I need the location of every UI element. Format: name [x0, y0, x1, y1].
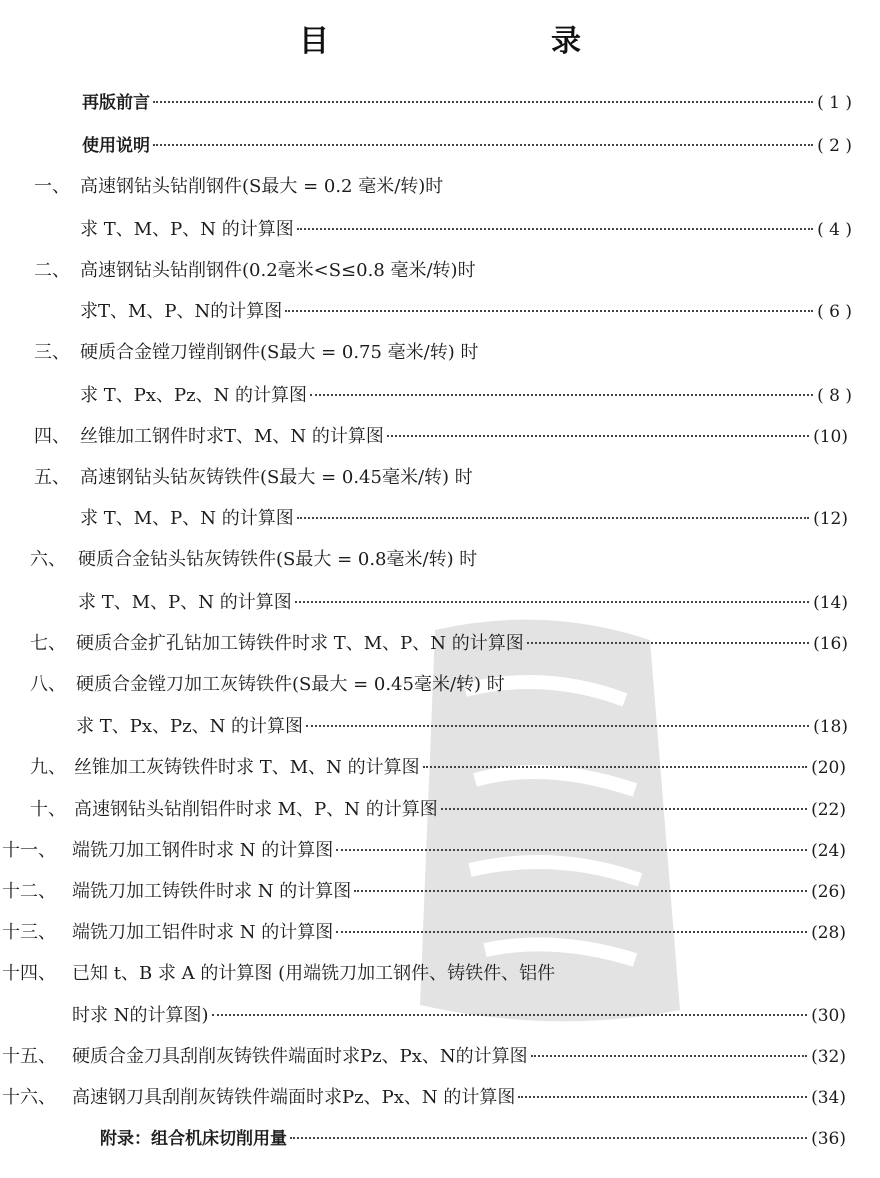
toc-entry[interactable] [30, 795, 846, 825]
dot-leader [297, 228, 813, 230]
toc-entry[interactable] [80, 381, 852, 411]
dot-leader [297, 517, 809, 519]
toc-entry-title: 硬质合金扩孔钻加工铸铁件时求 T、M、P、N 的计算图 [76, 633, 524, 654]
toc-entry-title: 硬质合金镗刀加工灰铸铁件(S最大 = 0.45毫米/转) 时 [76, 674, 505, 695]
toc-entry-title: 求T、M、P、N的计算图 [80, 301, 283, 322]
dot-leader [527, 642, 809, 644]
toc-entry[interactable] [2, 918, 846, 948]
toc-entry-title: 高速钢钻头钻削铝件时求 M、P、N 的计算图 [74, 799, 438, 820]
toc-entry-title: 求 T、M、P、N 的计算图 [78, 592, 292, 613]
toc-entry[interactable] [72, 1001, 846, 1031]
toc-entry-title: 时求 N的计算图) [72, 1005, 209, 1026]
toc-entry-page-number: (12) [813, 509, 848, 529]
toc-entry-page-number: ( 1 ) [817, 93, 852, 113]
dot-leader [290, 1137, 807, 1139]
toc-entry-number: 十二、 [2, 881, 56, 902]
dot-leader [531, 1055, 807, 1057]
toc-entry[interactable] [34, 338, 479, 368]
toc-entry-page-number: (16) [813, 634, 848, 654]
toc-entry[interactable] [2, 1042, 846, 1072]
toc-entry-title: 硬质合金镗刀镗削钢件(S最大 = 0.75 毫米/转) 时 [80, 342, 479, 363]
toc-entry-number: 二、 [34, 260, 70, 281]
toc-entry-title: 附录：组合机床切削用量 [100, 1129, 287, 1149]
dot-leader [441, 808, 807, 810]
toc-entry-number: 十五、 [2, 1046, 56, 1067]
toc-entry[interactable] [2, 836, 846, 866]
toc-entry-page-number: ( 4 ) [817, 220, 852, 240]
dot-leader [354, 890, 807, 892]
toc-entry[interactable] [100, 1124, 846, 1154]
dot-leader [212, 1014, 808, 1016]
toc-entry[interactable] [76, 712, 848, 742]
toc-entry-number: 十一、 [2, 840, 56, 861]
toc-entry[interactable] [82, 131, 852, 161]
dot-leader [285, 310, 813, 312]
toc-entry[interactable] [78, 588, 848, 618]
dot-leader [153, 101, 813, 103]
toc-entry-title: 端铣刀加工铝件时求 N 的计算图 [72, 922, 334, 943]
toc-entry-title: 丝锥加工灰铸铁件时求 T、M、N 的计算图 [74, 757, 420, 778]
toc-entry-number: 三、 [34, 342, 70, 363]
toc-entry-title: 高速钢钻头钻灰铸铁件(S最大 = 0.45毫米/转) 时 [80, 467, 473, 488]
toc-entry-page-number: (30) [811, 1006, 846, 1026]
toc-entry-number: 十六、 [2, 1087, 56, 1108]
toc-entry-number: 十、 [30, 799, 66, 820]
toc-entry-title: 丝锥加工钢件时求T、M、N 的计算图 [80, 426, 384, 447]
toc-entry[interactable] [34, 422, 848, 452]
dot-leader [518, 1096, 807, 1098]
toc-entry[interactable] [2, 877, 846, 907]
toc-entry-page-number: (26) [811, 882, 846, 902]
toc-entry-title: 高速钢刀具刮削灰铸铁件端面时求Pz、Px、N 的计算图 [72, 1087, 516, 1108]
toc-entry-page-number: (20) [811, 758, 846, 778]
toc-entry-page-number: (22) [811, 800, 846, 820]
toc-entry-title: 端铣刀加工钢件时求 N 的计算图 [72, 840, 334, 861]
toc-entry-page-number: ( 2 ) [817, 136, 852, 156]
toc-entry[interactable] [34, 256, 476, 286]
toc-entry[interactable] [80, 504, 848, 534]
toc-entry-page-number: ( 8 ) [817, 386, 852, 406]
toc-entry-page-number: (18) [813, 717, 848, 737]
toc-entry-page-number: (28) [811, 923, 846, 943]
toc-entry-number: 九、 [30, 757, 66, 778]
toc-entry-number: 七、 [30, 633, 66, 654]
toc-entry-title: 硬质合金刀具刮削灰铸铁件端面时求Pz、Px、N的计算图 [72, 1046, 528, 1067]
toc-entry[interactable] [34, 172, 443, 202]
toc-entry-title: 求 T、M、P、N 的计算图 [80, 219, 294, 240]
toc-entry-title: 高速钢钻头钻削钢件(S最大 = 0.2 毫米/转)时 [80, 176, 444, 197]
toc-entry[interactable] [2, 959, 555, 989]
toc-entry-title: 高速钢钻头钻削钢件(0.2毫米<S≤0.8 毫米/转)时 [80, 260, 476, 281]
toc-entry[interactable] [30, 670, 505, 700]
toc-entry[interactable] [30, 545, 477, 575]
toc-entry[interactable] [30, 629, 848, 659]
toc-entry-number: 八、 [30, 674, 66, 695]
toc-entry-page-number: (10) [813, 427, 848, 447]
toc-entry-page-number: ( 6 ) [817, 302, 852, 322]
toc-entry-title: 求 T、Px、Pz、N 的计算图 [80, 385, 308, 406]
toc-entry-page-number: (24) [811, 841, 846, 861]
toc-entry-title: 端铣刀加工铸铁件时求 N 的计算图 [72, 881, 352, 902]
dot-leader [423, 766, 807, 768]
toc-entry-page-number: (14) [813, 593, 848, 613]
toc-entry[interactable] [34, 463, 473, 493]
dot-leader [306, 725, 809, 727]
toc-entry-number: 十三、 [2, 922, 56, 943]
toc-entry-number: 十四、 [2, 963, 56, 984]
toc-entry-number: 四、 [34, 426, 70, 447]
toc-entry[interactable] [80, 215, 852, 245]
toc-entry-title: 已知 t、B 求 A 的计算图 (用端铣刀加工钢件、铸铁件、铝件 [72, 963, 556, 984]
dot-leader [295, 601, 809, 603]
toc-entry-title: 求 T、Px、Pz、N 的计算图 [76, 716, 304, 737]
toc-entry-page-number: (32) [811, 1047, 846, 1067]
toc-entry-number: 一、 [34, 176, 70, 197]
toc-entry[interactable] [2, 1083, 846, 1113]
toc-entry-page-number: (36) [811, 1129, 846, 1149]
page-title: 目 录 [299, 24, 677, 59]
toc-entry-page-number: (34) [811, 1088, 846, 1108]
toc-entry-number: 五、 [34, 467, 70, 488]
toc-entry-number: 六、 [30, 549, 66, 570]
dot-leader [387, 435, 809, 437]
toc-entry[interactable] [30, 753, 846, 783]
toc-entry-title: 硬质合金钻头钻灰铸铁件(S最大 = 0.8毫米/转) 时 [78, 549, 478, 570]
dot-leader [153, 144, 813, 146]
toc-entry[interactable] [82, 88, 852, 118]
dot-leader [336, 849, 807, 851]
dot-leader [310, 394, 813, 396]
toc-entry-title: 求 T、M、P、N 的计算图 [80, 508, 294, 529]
dot-leader [336, 931, 807, 933]
toc-entry-title: 使用说明 [82, 136, 150, 156]
toc-entry[interactable] [80, 297, 852, 327]
toc-entry-title: 再版前言 [82, 93, 150, 113]
